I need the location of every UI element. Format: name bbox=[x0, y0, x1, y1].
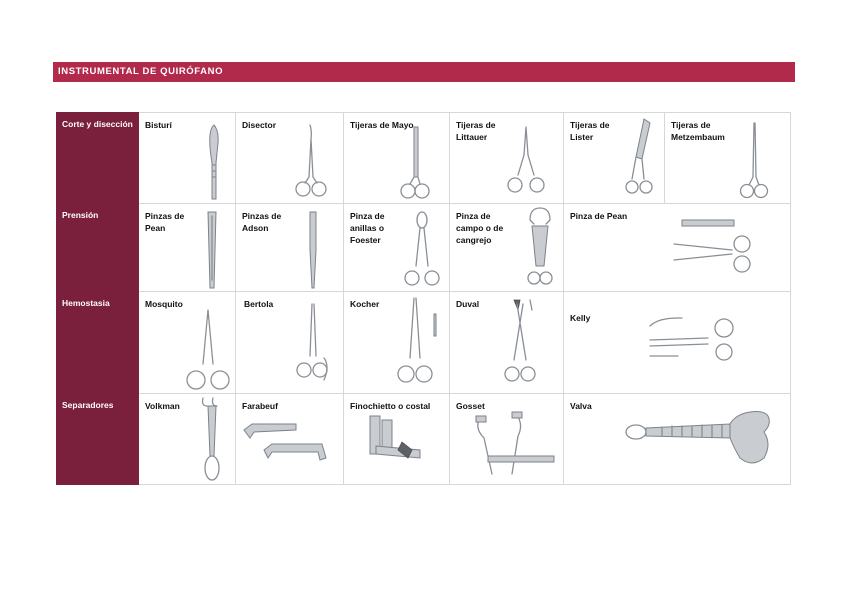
instrument-cell bbox=[139, 204, 236, 292]
pean-clamp-icon bbox=[672, 218, 764, 276]
instrument-label: Gosset bbox=[456, 401, 485, 411]
instrument-cell bbox=[236, 292, 344, 394]
instrument-cell bbox=[236, 204, 344, 292]
instrument-cell bbox=[344, 113, 450, 204]
kelly-clamp-icon bbox=[648, 312, 742, 364]
instrument-label: Kocher bbox=[350, 299, 380, 309]
kocher-clamp-icon bbox=[396, 296, 440, 388]
littauer-scissors-icon bbox=[506, 125, 546, 199]
instrument-label: Pinzas de Adson bbox=[242, 211, 282, 233]
instrument-cell bbox=[564, 292, 791, 394]
mayo-scissors-icon bbox=[400, 125, 430, 203]
volkman-retractor-icon bbox=[199, 396, 225, 484]
instrument-cell bbox=[139, 292, 236, 394]
instrument-cell bbox=[450, 292, 564, 394]
instrument-label: Tijeras de Metzembaum bbox=[671, 120, 725, 142]
instrument-label: Pinzas de Pean bbox=[145, 211, 185, 233]
instrument-label: Volkman bbox=[145, 401, 180, 411]
metzenbaum-scissors-icon bbox=[739, 121, 769, 203]
instrument-cell bbox=[344, 292, 450, 394]
instrument-label: Mosquito bbox=[145, 299, 183, 309]
instrument-label: Duval bbox=[456, 299, 480, 309]
mosquito-clamp-icon bbox=[183, 308, 233, 392]
dissector-forceps-icon bbox=[294, 123, 328, 201]
instrument-label: Pinza de Pean bbox=[570, 211, 628, 221]
instrument-cell bbox=[139, 394, 236, 485]
category-cell: Separadores bbox=[57, 394, 139, 485]
instrument-cell bbox=[236, 394, 344, 485]
gosset-retractor-icon bbox=[466, 412, 560, 476]
instrument-cell bbox=[450, 394, 564, 485]
instrument-label: Tijeras de Littauer bbox=[456, 120, 496, 142]
table-row bbox=[57, 204, 791, 292]
instrument-cell bbox=[564, 204, 791, 292]
instrument-label: Valva bbox=[570, 401, 592, 411]
category-cell: Corte y disección bbox=[57, 113, 139, 204]
finochietto-retractor-icon bbox=[362, 414, 424, 470]
instrument-label: Farabeuf bbox=[242, 401, 278, 411]
instrument-cell bbox=[564, 394, 791, 485]
towel-clamp-icon bbox=[522, 206, 558, 290]
bertola-clamp-icon bbox=[294, 302, 334, 386]
instrument-cell bbox=[450, 113, 564, 204]
adson-forceps-icon bbox=[306, 210, 320, 290]
instrument-cell bbox=[344, 394, 450, 485]
instrument-cell bbox=[450, 204, 564, 292]
instrument-label: Kelly bbox=[570, 313, 591, 323]
instrument-cell bbox=[564, 113, 665, 204]
category-cell: Prensión bbox=[57, 204, 139, 292]
instrument-label: Pinza de campo o de cangrejo bbox=[456, 211, 504, 245]
table-row bbox=[57, 394, 791, 485]
instrument-label: Disector bbox=[242, 120, 277, 130]
instrument-label: Tijeras de Lister bbox=[570, 120, 610, 142]
duval-forceps-icon bbox=[500, 298, 546, 388]
ring-forceps-icon bbox=[402, 210, 442, 292]
instrument-cell bbox=[344, 204, 450, 292]
instrument-label: Pinza de anillas o Foester bbox=[350, 211, 385, 245]
instrument-label: Finochietto o costal bbox=[350, 401, 431, 411]
tweezers-icon bbox=[205, 210, 219, 290]
valve-retractor-icon bbox=[622, 408, 782, 472]
instrument-label: Tijeras de Mayo bbox=[350, 120, 414, 130]
instrument-cell bbox=[139, 113, 236, 204]
page-title: INSTRUMENTAL DE QUIRÓFANO bbox=[53, 62, 795, 82]
lister-scissors-icon bbox=[622, 117, 658, 199]
instrument-label: Bisturí bbox=[145, 120, 172, 130]
farabeuf-retractor-icon bbox=[242, 414, 330, 468]
instrument-cell bbox=[236, 113, 344, 204]
instrument-label: Bertola bbox=[244, 299, 274, 309]
table-row bbox=[57, 113, 791, 204]
instrument-cell bbox=[665, 113, 791, 204]
category-cell: Hemostasia bbox=[57, 292, 139, 394]
scalpel-icon bbox=[207, 123, 221, 201]
instrument-table bbox=[56, 112, 791, 485]
table-row bbox=[57, 292, 791, 394]
